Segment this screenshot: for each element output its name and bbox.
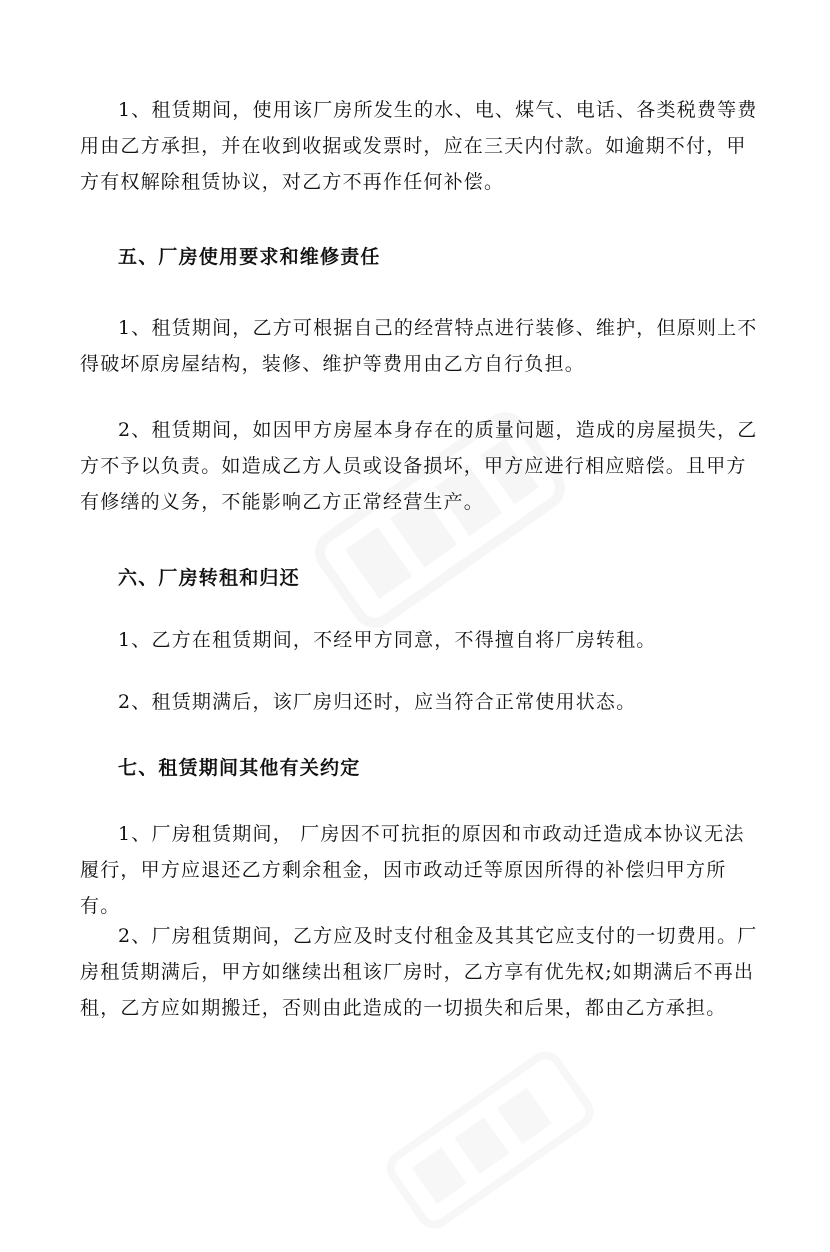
paragraph-priority: 2、厂房租赁期间，乙方应及时支付租金及其其它应支付的一切费用。厂房租赁期满后，甲方如继续出租该厂房时，乙方享有优先权;如期满后不再出租，乙方应如期搬迁，否则由此造成的一切损失和后果，都由乙方承担。	[80, 925, 758, 1019]
paragraph-sublease: 1、乙方在租赁期间，不经甲方同意，不得擅自将厂房转租。	[118, 629, 657, 651]
section-heading-7: 七、租赁期间其他有关约定	[118, 757, 361, 779]
section-heading-5: 五、厂房使用要求和维修责任	[118, 246, 381, 268]
paragraph-fees: 1、租赁期间，使用该厂房所发生的水、电、煤气、电话、各类税费等费用由乙方承担，并在收到收据或发票时，应在三天内付款。如逾期不付，甲方有权解除租赁协议，对乙方不再作任何补偿。	[80, 99, 758, 193]
paragraph-force-majeure: 1、厂房租赁期间， 厂房因不可抗拒的原因和市政动迁造成本协议无法履行，甲方应退还乙方剩余租金，因市政动迁等原因所得的补偿归甲方所有。	[80, 823, 745, 917]
section-heading-6: 六、厂房转租和归还	[118, 567, 300, 589]
watermark-logo-icon	[365, 1028, 614, 1252]
paragraph-return: 2、租赁期满后，该厂房归还时，应当符合正常使用状态。	[118, 691, 637, 713]
paragraph-renovation: 1、租赁期间，乙方可根据自己的经营特点进行装修、维护，但原则上不得破坏原房屋结构，装修、维护等费用由乙方自行负担。	[80, 317, 758, 375]
paragraph-quality: 2、租赁期间，如因甲方房屋本身存在的质量问题，造成的房屋损失，乙方不予以负责。如造成乙方人员或设备损坏，甲方应进行相应赔偿。且甲方有修缮的义务，不能影响乙方正常经营生产。	[80, 419, 758, 513]
